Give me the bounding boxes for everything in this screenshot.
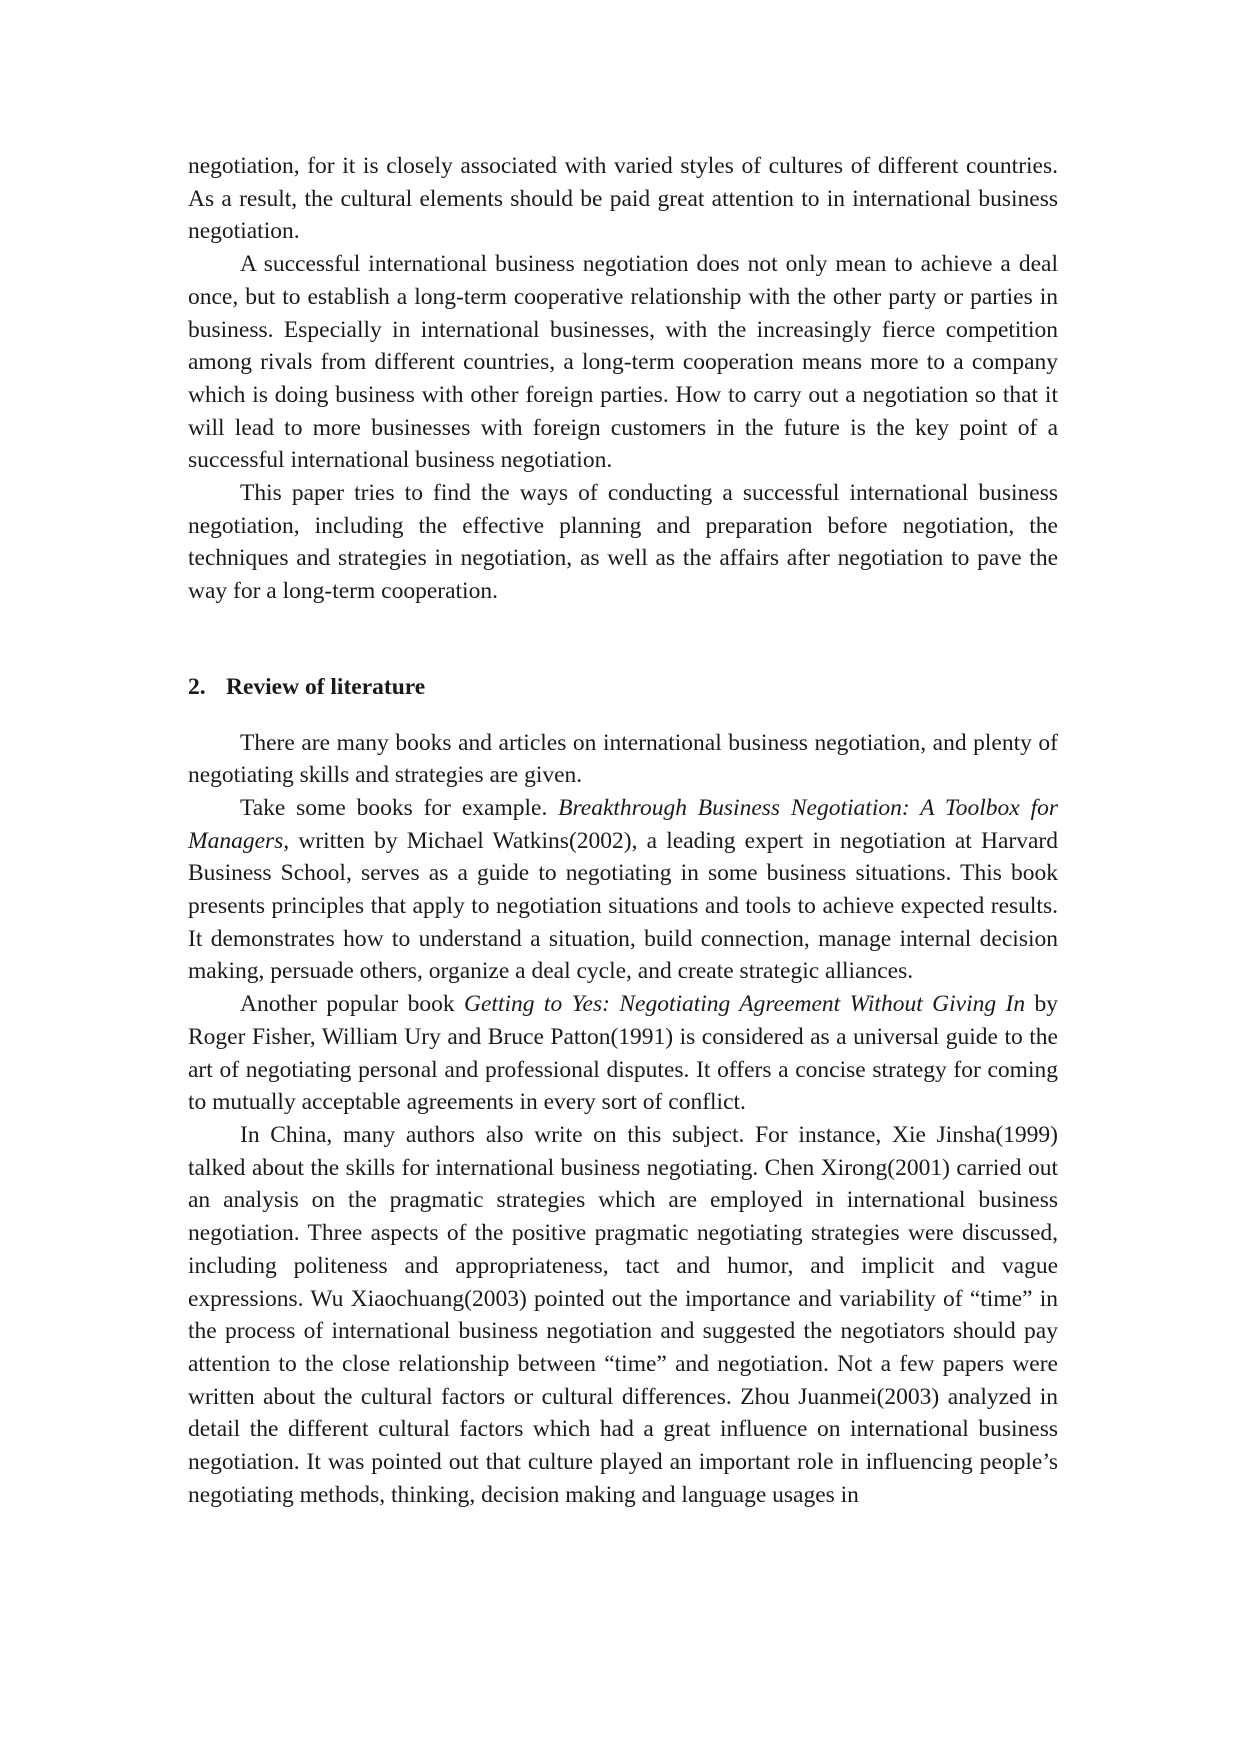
intro-paragraph-long-term: A successful international business negotiation does not only mean to achieve a deal once, but to establish a long-term cooperative relationship with the other party or parties in business. Especially in international businesses, with the increasingly fierce competition among rivals from different countries, a long-term cooperation means more to a company which is doing business with other foreign parties. How to carry out a negotiation so that it will lead to more businesses with foreign customers in the future is the key point of a successful international business negotiation. xyxy=(188,251,1058,474)
intro-paragraph-continued: negotiation, for it is closely associated with varied styles of cultures of different countries. As a result, the cultural elements should be paid great attention to in international business negotiation. xyxy=(188,153,1058,245)
fisher-description-text: by Roger Fisher, William Ury and Bruce Patton(1991) is considered as a universal guide to the art of negotiating personal and professional disputes. It offers a concise strategy for coming to mutually acceptable agreements in every sort of conflict. xyxy=(188,991,1059,1116)
literature-paragraph-watkins xyxy=(188,792,1058,988)
watkins-description-text: , written by Michael Watkins(2002), a leading expert in negotiation at Harvard Business School, serves as a guide to negotiating in some business situations. This book presents principles that apply to negotiation situations and tools to achieve expected results. It demonstrates how to understand a situation, build connection, manage internal decision making, persuade others, organize a deal cycle, and create strategic alliances. xyxy=(188,827,1058,985)
literature-paragraph-china: In China, many authors also write on this subject. For instance, Xie Jinsha(1999) talked about the skills for international business negotiating. Chen Xirong(2001) carried out an analysis on the pragmatic strategies which are employed in international business negotiation. Three aspects of the positive pragmatic negotiating strategies were discussed, including politeness and appropriateness, tact and humor, and implicit and vague expressions. Wu Xiaochuang(2003) pointed out the importance and variability of “time” in the process of international business negotiation and suggested the negotiators should pay attention to the close relationship between “time” and negotiation. Not a few papers were written about the cultural factors or cultural differences. Zhou Juanmei(2003) analyzed in detail the different cultural factors which had a great influence on international business negotiation. It was pointed out that culture played an important role in influencing people’s negotiating methods, thinking, decision making and language usages in xyxy=(188,1121,1058,1508)
literature-paragraph-overview: There are many books and articles on international business negotiation, and plenty of negotiating skills and strategies are given. xyxy=(188,729,1058,789)
literature-paragraph-fisher xyxy=(188,988,1058,1119)
fisher-book-title: Getting to Yes: Negotiating Agreement Without Giving In xyxy=(464,991,1026,1018)
fisher-intro-text: Another popular book xyxy=(240,991,465,1018)
section-number: 2. xyxy=(188,673,206,700)
watkins-intro-text: Take some books for example. xyxy=(240,794,559,821)
section-heading xyxy=(188,671,1058,704)
watkins-book-title: Breakthrough Business Negotiation: A Toolbox for Managers xyxy=(188,794,1058,854)
intro-paragraph-purpose: This paper tries to find the ways of conducting a successful international business negotiation, including the effective planning and preparation before negotiation, the techniques and strategies in negotiation, as well as the affairs after negotiation to pave the way for a long-term cooperation. xyxy=(188,480,1058,605)
section-title: Review of literature xyxy=(226,673,426,700)
